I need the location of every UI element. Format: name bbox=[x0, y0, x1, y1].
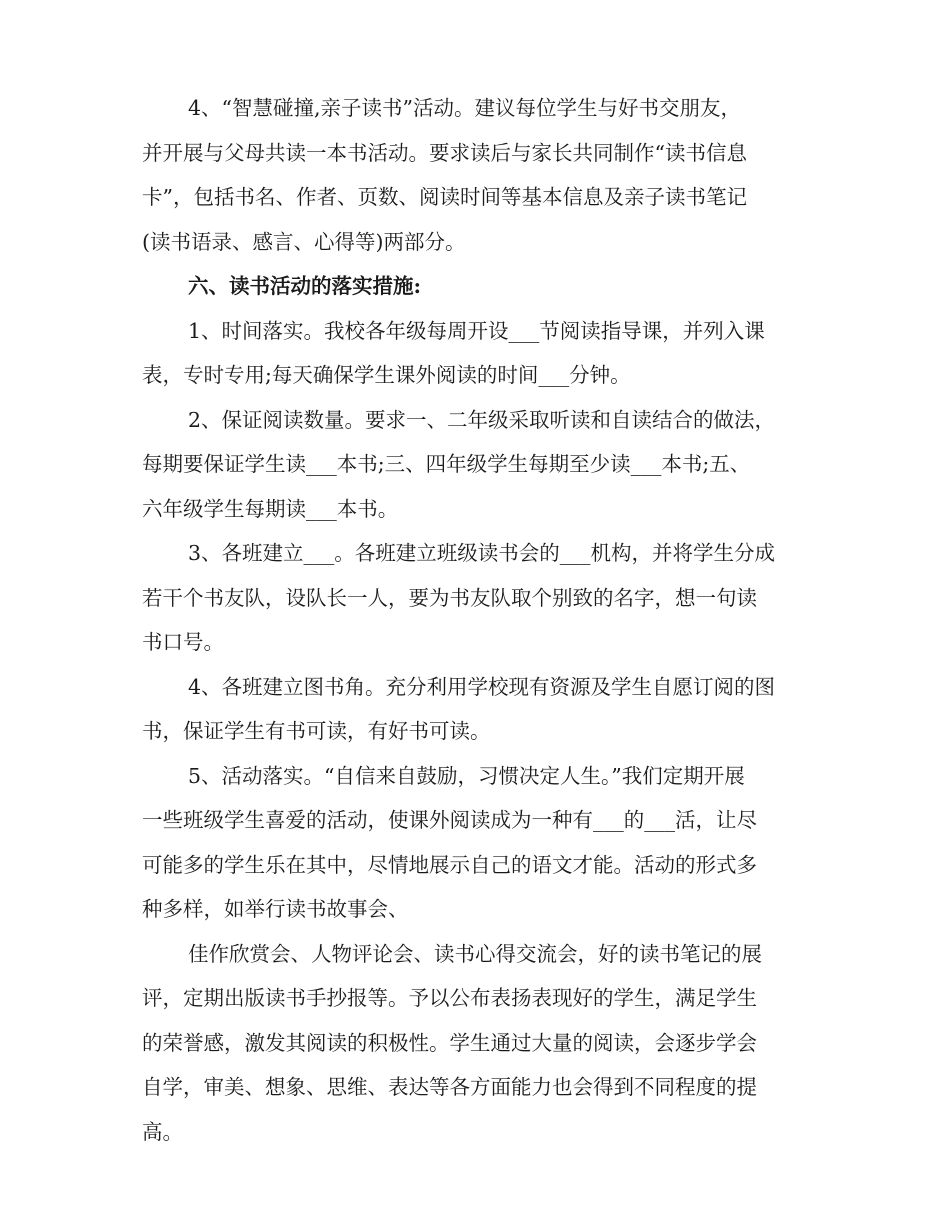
document-body bbox=[142, 86, 812, 1154]
text-line: 可能多的学生乐在其中，尽情地展示自己的语文才能。活动的形式多 bbox=[142, 852, 757, 877]
text-line: 并开展与父母共读一本书活动。要求读后与家长共同制作“读书信息 bbox=[142, 140, 747, 165]
text-line: 3、各班建立___。各班建立班级读书会的___机构，并将学生分成 bbox=[188, 541, 776, 565]
text-line: 佳作欣赏会、人物评论会、读书心得交流会，好的读书笔记的展 bbox=[188, 941, 762, 966]
text-line: 表，专时专用;每天确保学生课外阅读的时间___分钟。 bbox=[142, 363, 631, 387]
text-line: 书，保证学生有书可读，有好书可读。 bbox=[142, 719, 491, 743]
text-line: 高。 bbox=[142, 1119, 183, 1144]
text-line: 若干个书友队，设队长一人，要为书友队取个别致的名字，想一句读 bbox=[142, 585, 757, 610]
text-line: 每期要保证学生读___本书;三、四年级学生每期至少读___本书;五、 bbox=[142, 452, 751, 476]
text-line: 种多样，如举行读书故事会、 bbox=[142, 897, 409, 921]
paragraph-activities bbox=[142, 754, 812, 932]
paragraph-quantity bbox=[142, 398, 812, 532]
text-line: 5、活动落实。“自信来自鼓励，习惯决定人生。”我们定期开展 bbox=[188, 763, 745, 788]
text-line: (读书语录、感言、心得等)两部分。 bbox=[142, 229, 466, 254]
section-heading bbox=[142, 264, 812, 309]
text-line: 4、各班建立图书角。充分利用学校现有资源及学生自愿订阅的图 bbox=[188, 674, 776, 699]
heading-text: 六、读书活动的落实措施: bbox=[188, 274, 422, 298]
text-line: 卡”，包括书名、作者、页数、阅读时间等基本信息及亲子读书笔记 bbox=[142, 185, 747, 209]
paragraph-book-club bbox=[142, 531, 812, 665]
text-line: 1、时间落实。我校各年级每周开设___节阅读指导课，并列入课 bbox=[188, 318, 765, 343]
text-line: 评，定期出版读书手抄报等。予以公布表扬表现好的学生，满足学生 bbox=[142, 986, 757, 1010]
paragraph-book-corner bbox=[142, 665, 812, 754]
paragraph-activities-continued bbox=[142, 932, 812, 1155]
text-line: 的荣誉感，激发其阅读的积极性。学生通过大量的阅读，会逐步学会 bbox=[142, 1030, 757, 1055]
text-line: 自学，审美、想象、思维、表达等各方面能力也会得到不同程度的提 bbox=[142, 1075, 757, 1099]
text-line: 4、“智慧碰撞,亲子读书”活动。建议每位学生与好书交朋友， bbox=[188, 96, 742, 120]
text-line: 一些班级学生喜爱的活动，使课外阅读成为一种有___的___活，让尽 bbox=[142, 808, 757, 832]
text-line: 2、保证阅读数量。要求一、二年级采取听读和自读结合的做法， bbox=[188, 407, 776, 432]
paragraph-time bbox=[142, 309, 812, 398]
paragraph-parent-child-reading bbox=[142, 86, 812, 264]
text-line: 六年级学生每期读___本书。 bbox=[142, 496, 399, 521]
text-line: 书口号。 bbox=[142, 630, 224, 654]
